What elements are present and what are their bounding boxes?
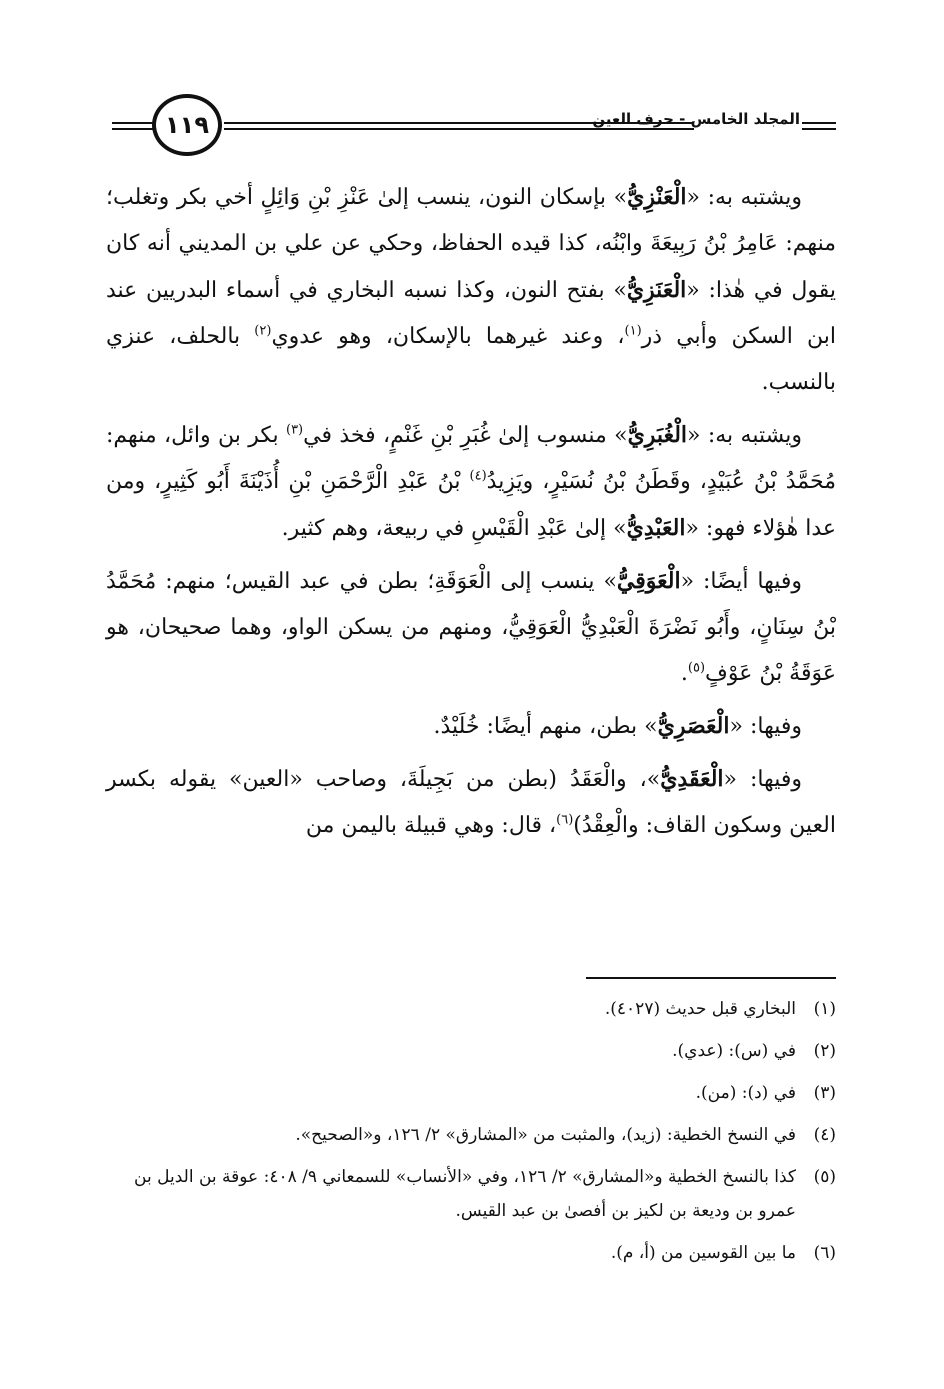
paragraph-text: »، والْعَقَدُ (بطن من بَجِيلَةَ، وصاحب «العين» يقوله بكسر العين وسكون القاف: والْعِقْدُ) [106,767,836,838]
nisba-term: الْعَوَقِيُّ [616,568,681,594]
paragraph-text: وفيها: « [729,714,802,739]
paragraph-text: » بفتح النون، وكذا نسبه البخاري في أسماء البدريين عند ابن السكن وأبي ذر [106,278,836,349]
footnote-text: في (س): (عدي). [672,1041,796,1061]
paragraph-text: » إلىٰ عَبْدِ الْقَيْسِ في ربيعة، وهم كثير. [281,516,627,541]
header-rule [802,122,836,124]
paragraph-text: » بإسكان النون، ينسب إلىٰ عَنْزِ بْنِ وَائِلٍ أخي بكر وتغلب؛ منهم: عَامِرُ بْنُ رَبِيعَةَ وابْنُه، كذا قيده الحفاظ، وحكي عن علي بن المديني أنه كان يقول في هٰذا: « [106,185,836,303]
footnote-marker: (٦) [556,812,574,828]
footnote-number: (٦) [813,1243,836,1263]
paragraph-text: » منسوب إلىٰ غُبَرِ بْنِ غَنْمٍ، فخذ في [303,423,628,448]
header-rule [112,122,154,124]
footnote [112,992,836,1026]
page-number: ١١٩ [152,94,222,156]
footnote [112,1076,836,1110]
footnote-text: كذا بالنسخ الخطية و«المشارق» ٢/ ١٢٦، وفي «الأنساب» للسمعاني ٩/ ٤٠٨: عوقة بن الديل بن عمرو بن وديعة بن لكيز بن أفصىٰ بن عبد القيس. [134,1167,796,1221]
nisba-term: الْعَنْزِيُّ [627,184,687,210]
paragraph-text: » ينسب إلى الْعَوَقَةِ؛ بطن في عبد القيس؛ منهم: مُحَمَّدُ بْنُ سِنَانٍ، وأَبُو نَضْرَةَ الْعَبْدِيُّ الْعَوَقِيُّ، ومنهم من يسكن الواو، وهما صحيحان، هو عَوَقَةُ بْنُ عَوْفٍ [106,569,836,686]
running-head: المجلد الخامس - حرف العين [592,110,800,128]
footnote-marker: (١) [624,323,642,339]
footnote-marker: (٤) [469,468,487,484]
paragraph-text: » بطن، منهم أيضًا: خُلَيْدٌ. [433,714,658,739]
paragraph-text: ويشتبه به: « [687,423,802,448]
paragraph-text: وفيها: « [723,767,802,792]
footnote-text: في (د): (من). [695,1083,796,1103]
footnote-marker: (٢) [254,323,272,339]
footnote-number: (٥) [813,1167,836,1187]
header-rule [802,128,836,130]
header-rule [224,128,694,130]
paragraph [106,756,836,849]
paragraph-text: ، قال: وهي قبيلة باليمن من [305,813,557,838]
nisba-term: الْغُبَرِيُّ [627,422,688,448]
paragraph-text: وفيها أيضًا: « [680,569,803,594]
paragraph [106,558,836,697]
footnote-number: (٢) [813,1041,836,1061]
footnote [112,1160,836,1228]
paragraph-text: بْنُ عَبْدِ الْرَّحْمَنِ بْنِ أُذَيْنَةَ أَبُو كَثِيرٍ، ومن عدا هٰؤلاء فهو: « [106,469,836,541]
footnote-text: البخاري قبل حديث (٤٠٢٧). [604,999,796,1019]
paragraph [106,174,836,406]
footnote [112,1118,836,1152]
footnote-separator [586,977,836,979]
paragraph [106,703,836,750]
footnote-number: (٤) [813,1125,836,1145]
footnote-marker: (٣) [285,422,304,438]
footnote-text: في النسخ الخطية: (زيد)، والمثبت من «المشارق» ٢/ ١٢٦، و«الصحيح». [295,1125,796,1145]
nisba-term: العَبْدِيُّ [626,515,686,541]
paragraph-text: . [680,661,688,686]
paragraph-text: ويشتبه به: « [686,185,802,210]
nisba-term: الْعَنَزِيُّ [626,277,687,303]
footnote [112,1034,836,1068]
paragraph [106,412,836,552]
nisba-term: الْعَقَدِيُّ [660,766,724,792]
footnotes [112,992,836,1278]
footnote [112,1236,836,1270]
nisba-term: الْعَصَرِيُّ [657,713,730,739]
main-text [106,174,836,855]
footnote-text: ما بين القوسين من (أ، م). [610,1243,796,1263]
header-rule [112,128,154,130]
footnote-number: (١) [813,999,836,1019]
page-header [112,90,836,166]
paragraph-text: بكر بن وائل، منهم: مُحَمَّدُ بْنُ عُبَيْدٍ، وقَطَنُ بْنُ نُسَيْرٍ، ويَزِيدُ [106,423,837,494]
footnote-number: (٣) [813,1083,836,1103]
paragraph-text: ، وعند غيرهما بالإسكان، وهو عدوي [271,324,625,349]
footnote-marker: (٥) [687,660,706,676]
paragraph-text: بالحلف، عنزي بالنسب. [106,324,836,395]
